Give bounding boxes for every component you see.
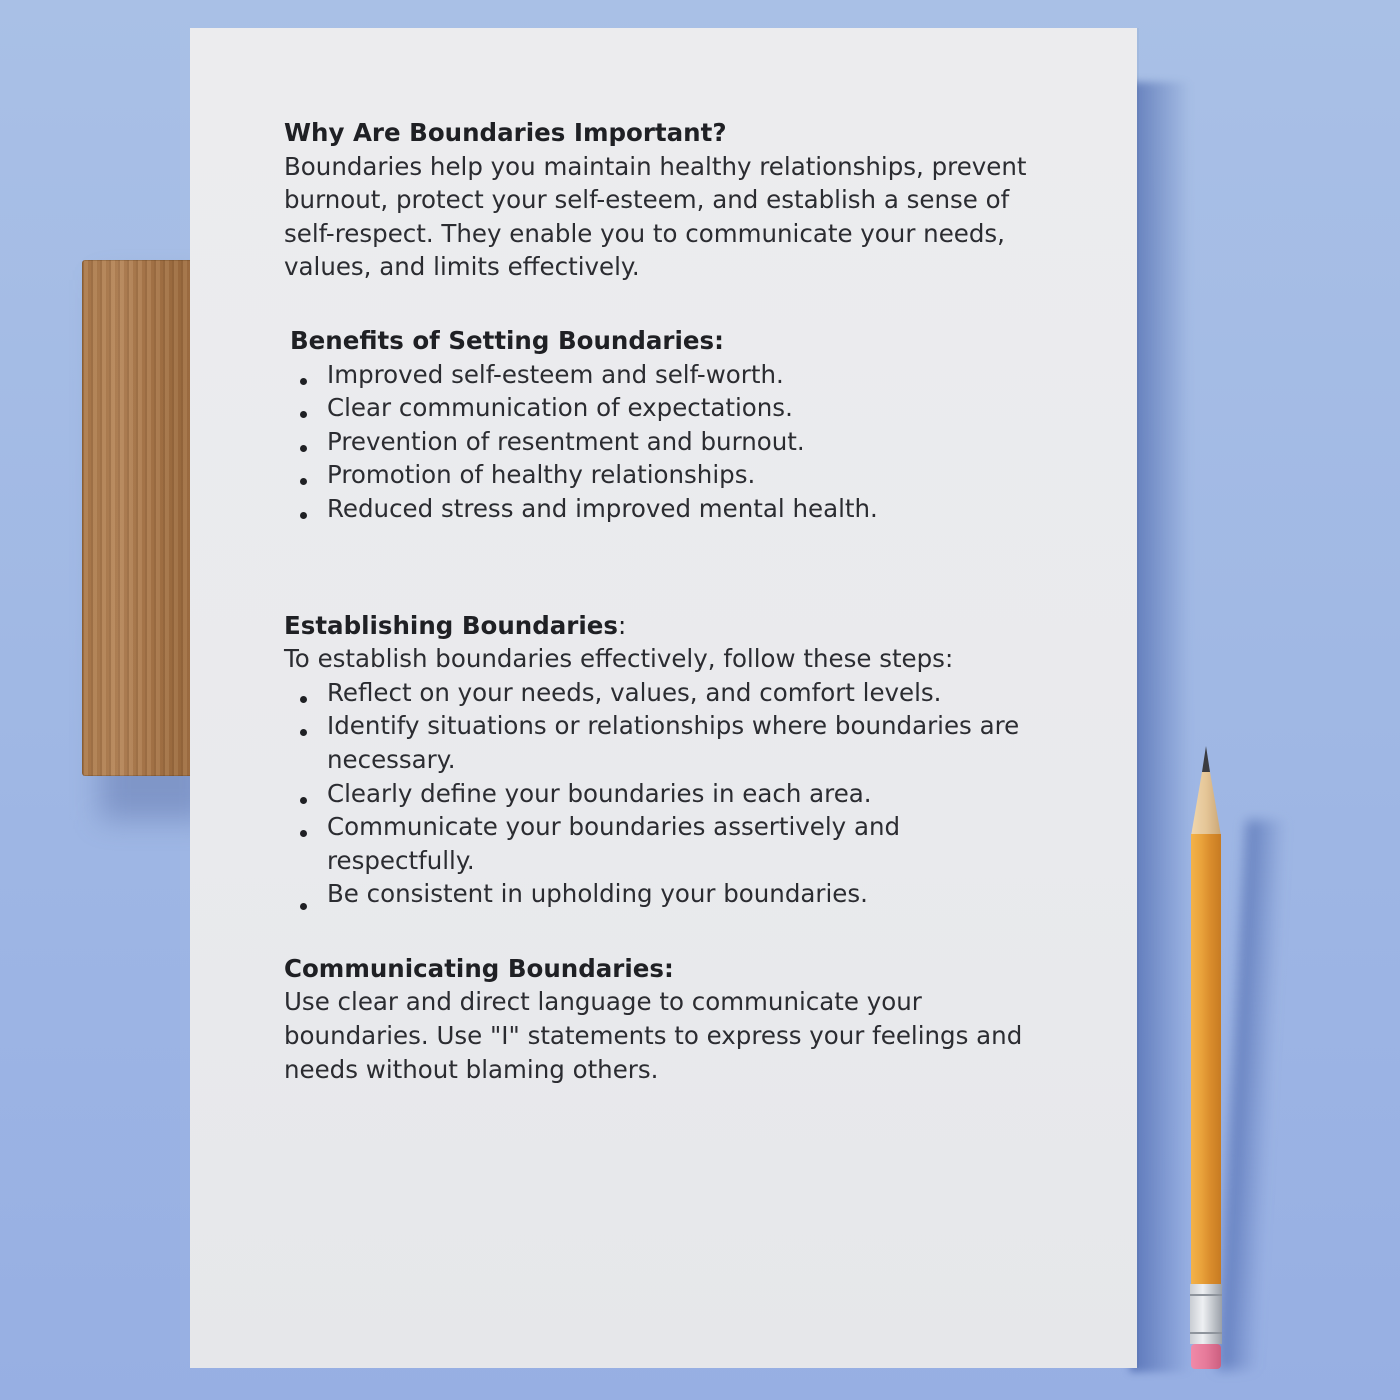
list-item [284, 777, 1044, 811]
communicating-line: Use clear and direct language to communicate your [284, 987, 922, 1017]
bullet-icon [300, 478, 307, 485]
list-item [284, 709, 1044, 776]
benefit-text: Clear communication of expectations. [327, 393, 793, 423]
list-item [284, 492, 1044, 526]
bullet-icon [300, 830, 307, 837]
benefit-text: Reduced stress and improved mental health. [327, 493, 878, 523]
document-page [190, 28, 1137, 1368]
benefit-text: Prevention of resentment and burnout. [327, 426, 805, 456]
heading-benefits: Benefits of Setting Boundaries: [290, 325, 724, 355]
step-text: Identify situations or relationships where boundaries are [327, 711, 1020, 741]
heading-establishing [284, 609, 1044, 643]
section-benefits [284, 324, 1044, 526]
section-establishing [284, 609, 1044, 911]
pencil-icon [1189, 746, 1223, 1371]
heading-establishing-text: Establishing Boundaries [284, 610, 618, 640]
communicating-line: boundaries. Use "I" statements to express your feelings and [284, 1021, 1023, 1051]
heading-establishing-colon: : [617, 610, 627, 640]
list-item [284, 425, 1044, 459]
heading-communicating: Communicating Boundaries: [284, 953, 674, 983]
step-text: Clearly define your boundaries in each area. [327, 778, 872, 808]
establishing-intro: To establish boundaries effectively, follow these steps: [284, 644, 954, 674]
why-line: Boundaries help you maintain healthy relationships, prevent [284, 151, 1027, 181]
heading-why-important: Why Are Boundaries Important? [284, 118, 727, 147]
wooden-block [82, 260, 202, 776]
list-item [284, 458, 1044, 492]
paper-shadow [1130, 82, 1190, 1372]
list-item [284, 810, 1044, 877]
pencil-shadow [1218, 820, 1287, 1370]
benefit-text: Promotion of healthy relationships. [327, 460, 756, 490]
list-item [284, 877, 1044, 911]
bullet-icon [300, 797, 307, 804]
steps-list [284, 676, 1044, 911]
document-content [284, 116, 1044, 1086]
list-item [284, 358, 1044, 392]
bullet-icon [300, 696, 307, 703]
bullet-icon [300, 903, 307, 910]
why-line: self-respect. They enable you to communicate your needs, [284, 218, 1005, 248]
section-communicating [284, 952, 1044, 1086]
bullet-icon [300, 411, 307, 418]
bullet-icon [300, 445, 307, 452]
why-line: burnout, protect your self-esteem, and establish a sense of [284, 185, 1010, 215]
benefit-text: Improved self-esteem and self-worth. [327, 359, 784, 389]
step-text: Be consistent in upholding your boundaries. [327, 879, 868, 909]
bullet-icon [300, 378, 307, 385]
step-text-continued: necessary. [327, 744, 456, 774]
step-text-continued: respectfully. [327, 845, 475, 875]
section-why-important [284, 116, 1044, 284]
benefits-list [284, 358, 1044, 526]
communicating-line: needs without blaming others. [284, 1054, 659, 1084]
step-text: Communicate your boundaries assertively and [327, 812, 901, 842]
bullet-icon [300, 729, 307, 736]
bullet-icon [300, 512, 307, 519]
list-item [284, 676, 1044, 710]
step-text: Reflect on your needs, values, and comfort levels. [327, 677, 942, 707]
why-line: values, and limits effectively. [284, 252, 640, 282]
list-item [284, 391, 1044, 425]
